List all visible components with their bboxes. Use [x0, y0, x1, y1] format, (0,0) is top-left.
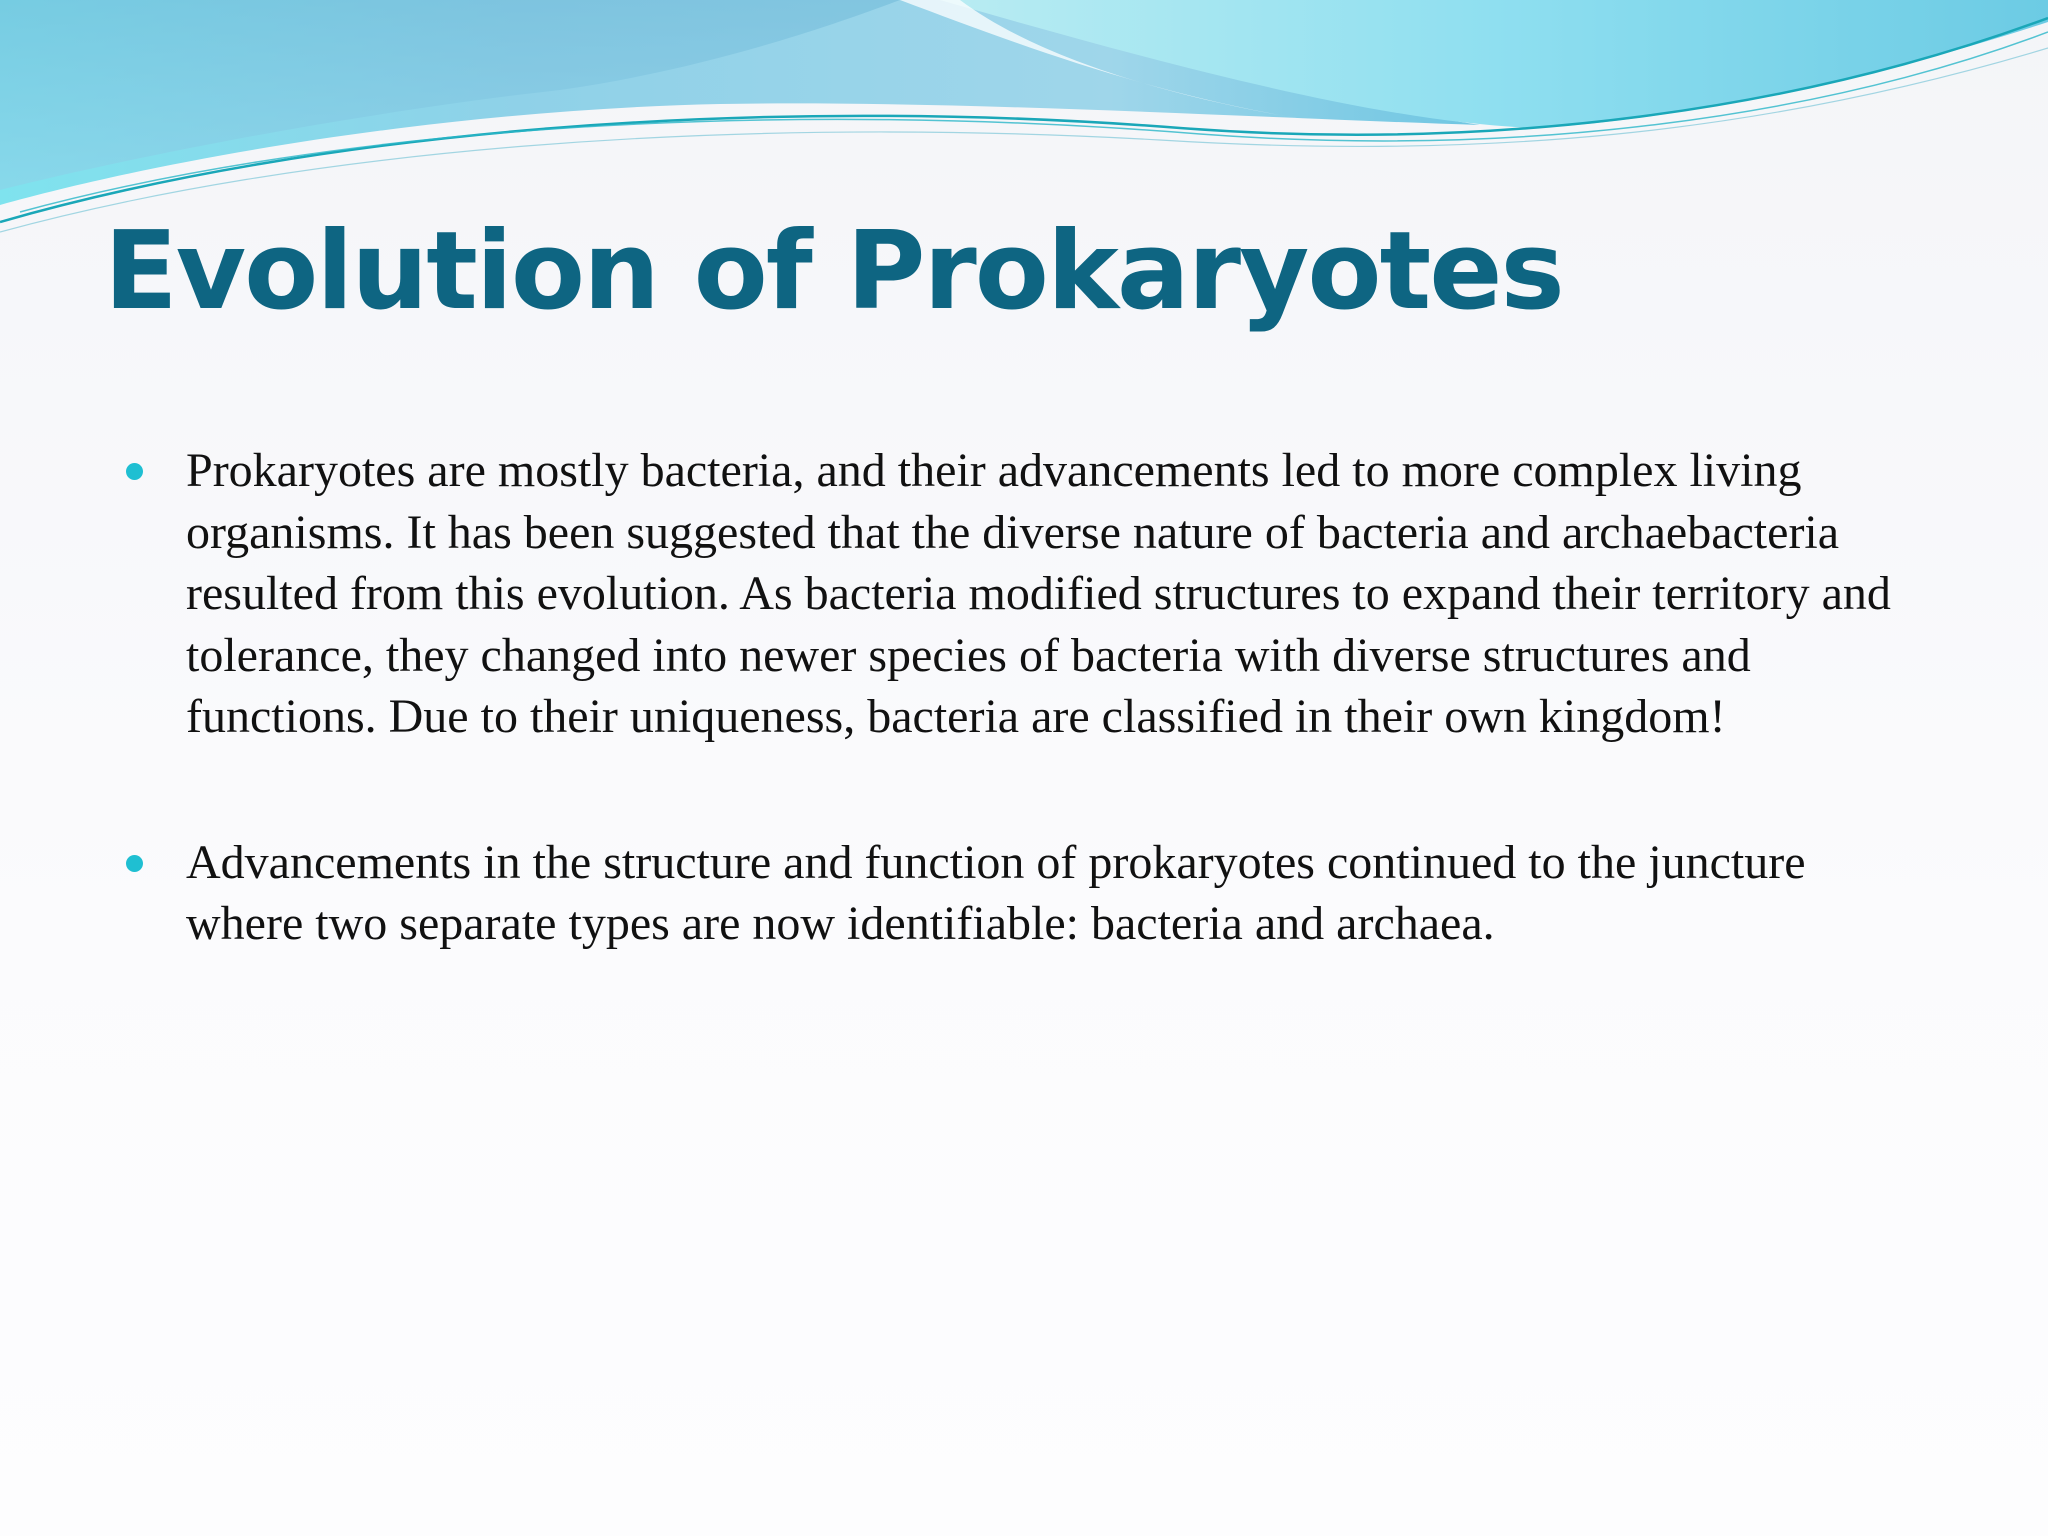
- bullet-list: [126, 440, 1926, 955]
- bullet-item-1: [126, 440, 1926, 748]
- slide-title: Evolution of Prokaryotes: [104, 209, 1563, 334]
- bullet-dot-icon: [126, 855, 143, 872]
- bullet-item-2: [126, 832, 1926, 955]
- bullet-dot-icon: [126, 463, 143, 480]
- bullet-text-2: Advancements in the structure and function of prokaryotes continued to the juncture where two separate types are now identifiable: bacteria and archaea.: [186, 835, 1806, 950]
- bullet-text-1: Prokaryotes are mostly bacteria, and their advancements led to more complex living organisms. It has been suggested that the diverse nature of bacteria and archaebacteria resulted from this evolution. As bacteria modified structures to expand their territory and tolerance, they changed into newer species of bacteria with diverse structures and functions. Due to their uniqueness, bacteria are classified in their own kingdom!: [186, 444, 1891, 743]
